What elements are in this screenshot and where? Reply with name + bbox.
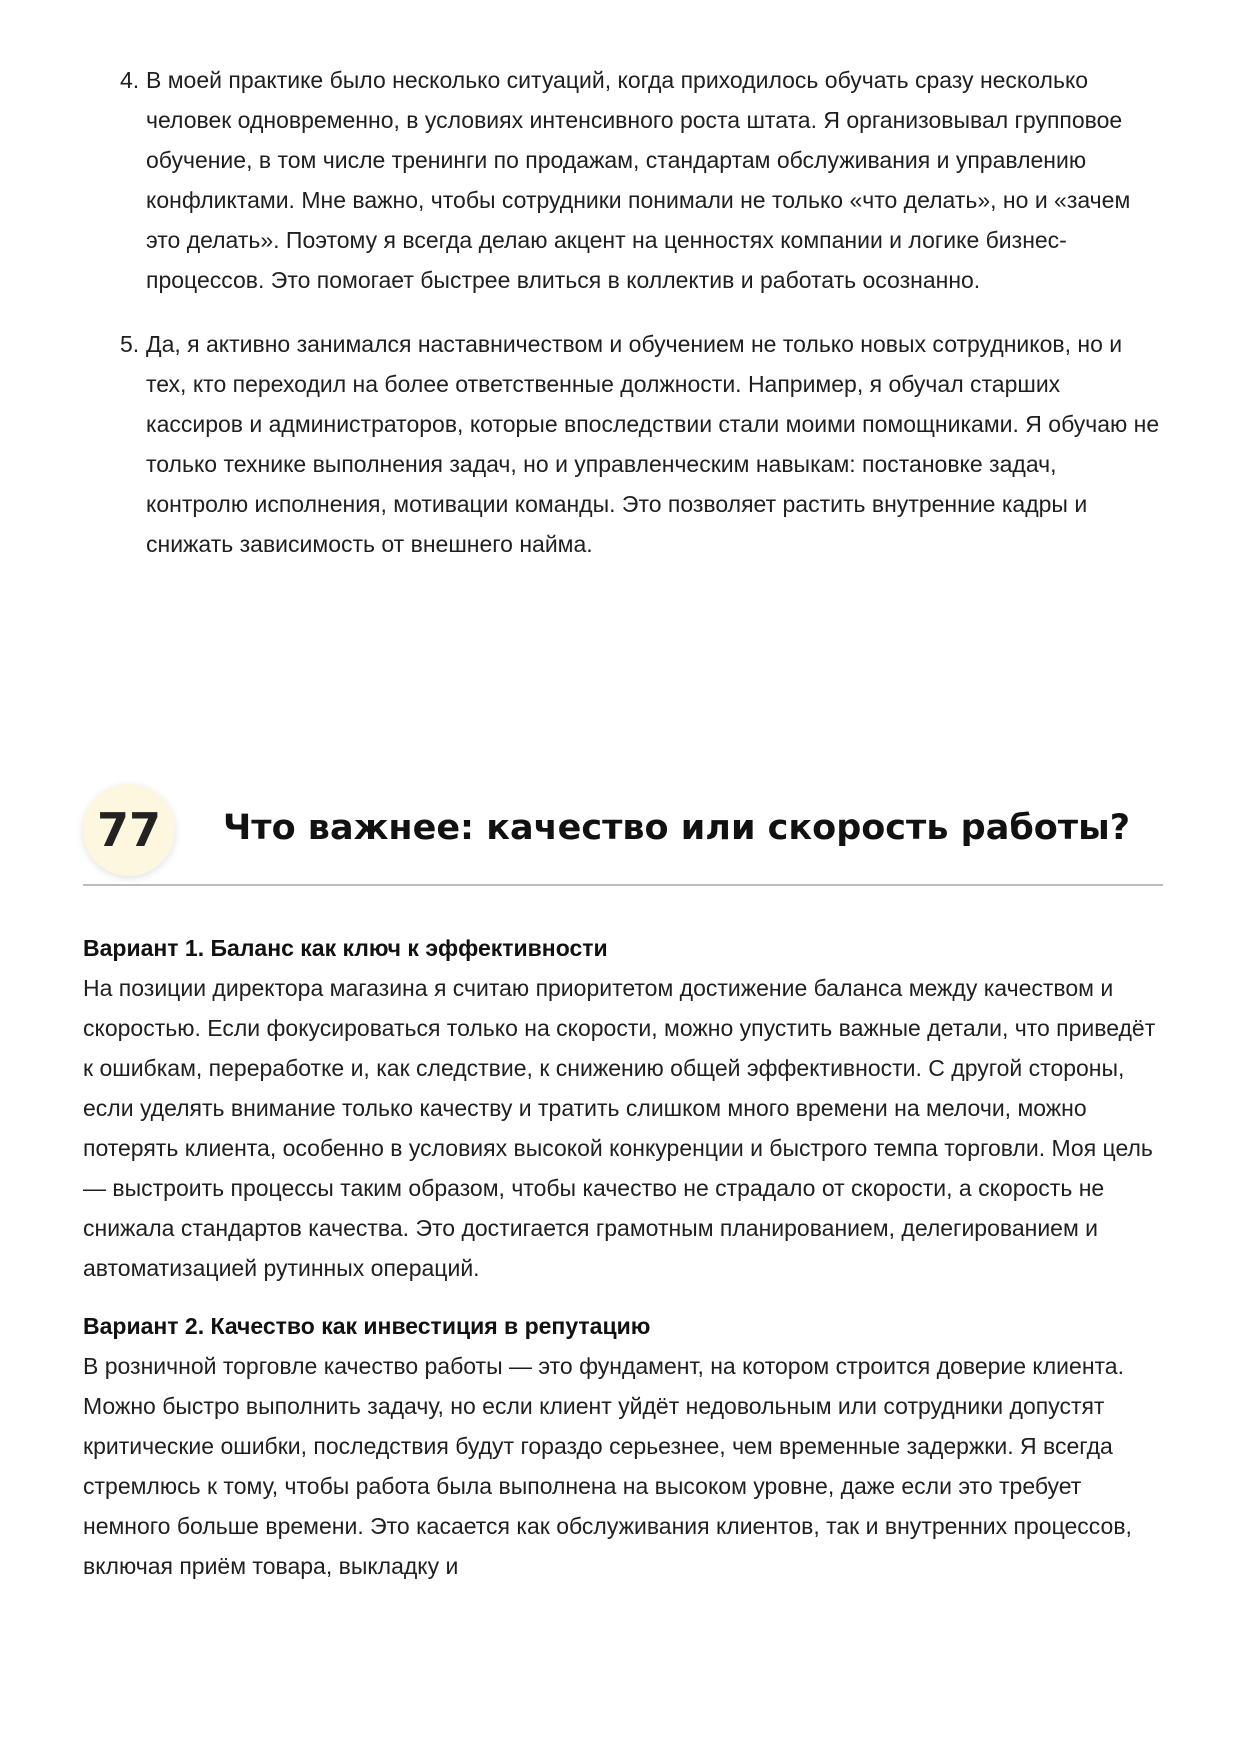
list-item-text: В моей практике было несколько ситуаций, когда приходилось обучать сразу несколько человек одновременно, в условиях интенсивного роста штата. Я организовывал групповое обучение, в том числе тренинги по продажам, стандартам обслуживания и управлению конфликтами. Мне важно, чтобы сотрудники понимали не только «что делать», но и «зачем это делать». Поэтому я всегда делаю акцент на ценностях компании и логике бизнес-процессов. Это помогает быстрее влиться в коллектив и работать осознанно. [146,67,1131,293]
variant-block [83,928,1163,1288]
list-item-number: 5. [120,331,140,357]
variant-title: Вариант 1. Баланс как ключ к эффективности [83,935,608,961]
variant-text: В розничной торговле качество работы — это фундамент, на котором строится доверие клиента. Можно быстро выполнить задачу, но если клиент уйдёт недовольным или сотрудники допустят критические ошибки, последствия будут гораздо серьезнее, чем временные задержки. Я всегда стремлюсь к тому, чтобы работа была выполнена на высоком уровне, даже если это требует немного больше времени. Это касается как обслуживания клиентов, так и внутренних процессов, включая приём товара, выкладку и [83,1353,1132,1579]
answer-variants [83,928,1163,1604]
list-item-text: Да, я активно занимался наставничеством и обучением не только новых сотрудников, но и тех, кто переходил на более ответственные должности. Например, я обучал старших кассиров и администраторов, которые впоследствии стали моими помощниками. Я обучаю не только технике выполнения задач, но и управленческим навыкам: постановке задач, контролю исполнения, мотивации команды. Это позволяет растить внутренние кадры и снижать зависимость от внешнего найма. [146,331,1160,557]
list-item [120,324,1160,564]
question-header [83,780,1163,888]
list-item-number: 4. [120,67,140,93]
variant-text: На позиции директора магазина я считаю приоритетом достижение баланса между качеством и скоростью. Если фокусироваться только на скорости, можно упустить важные детали, что приведёт к ошибкам, переработке и, как следствие, к снижению общей эффективности. С другой стороны, если уделять внимание только качеству и тратить слишком много времени на мелочи, можно потерять клиента, особенно в условиях высокой конкуренции и быстрого темпа торговли. Моя цель — выстроить процессы таким образом, чтобы качество не страдало от скорости, а скорость не снижала стандартов качества. Это достигается грамотным планированием, делегированием и автоматизацией рутинных операций. [83,975,1156,1281]
variant-block [83,1306,1163,1586]
list-item [120,60,1160,300]
answer-list [120,60,1160,588]
question-title: Что важнее: качество или скорость работы? [223,808,1131,848]
variant-title: Вариант 2. Качество как инвестиция в репутацию [83,1313,651,1339]
question-number-badge: 77 [83,784,175,876]
